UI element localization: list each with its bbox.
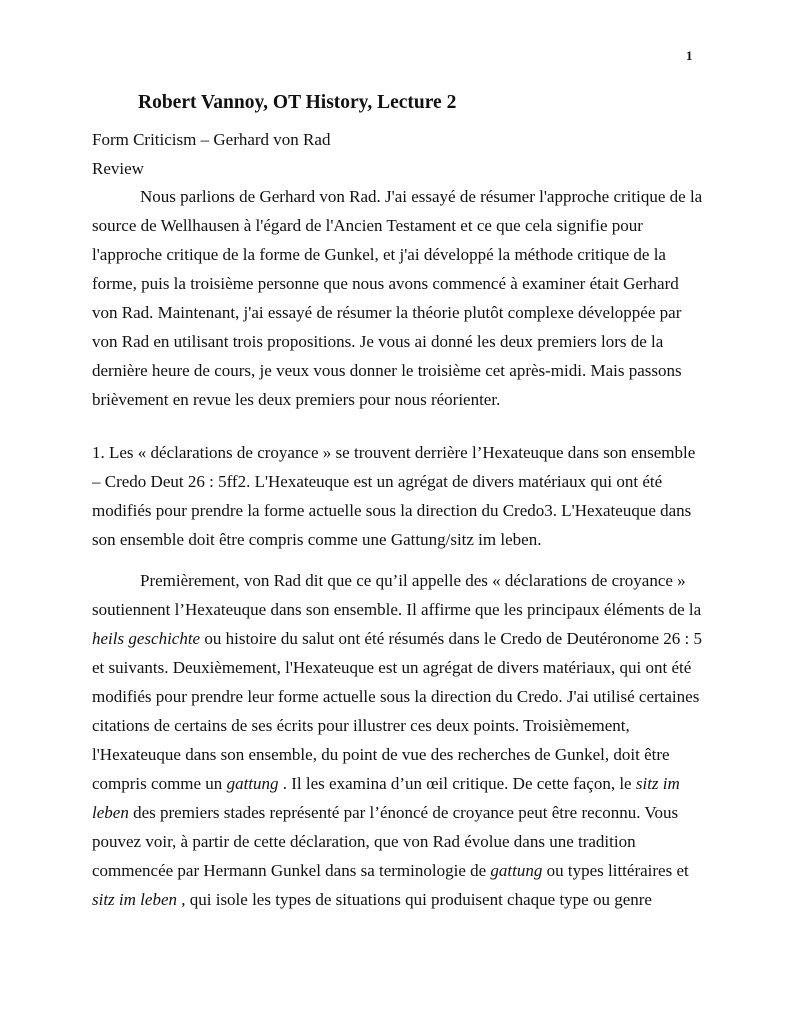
text-line: pouvez voir, à partir de cette déclaration, que von Rad évolue dans une tradition xyxy=(92,832,636,851)
text-line: 1. Les « déclarations de croyance » se trouvent derrière l’Hexateuque dans son ensemble xyxy=(92,443,696,462)
italic-term: gattung xyxy=(490,861,543,880)
text-line: source de Wellhausen à l'égard de l'Ancien Testament et ce que cela signifie pour xyxy=(92,216,643,235)
text-line xyxy=(92,775,680,792)
text-line: dernière heure de cours, je veux vous donner le troisième cet après-midi. Mais passons xyxy=(92,361,682,380)
section-heading: Review xyxy=(92,159,144,178)
italic-term: heils geschichte xyxy=(92,629,201,648)
text-line xyxy=(92,891,652,908)
text-line: Nous parlions de Gerhard von Rad. J'ai essayé de résumer l'approche critique de la xyxy=(140,187,703,206)
text-line: – Credo Deut 26 : 5ff2. L'Hexateuque est un agrégat de divers matériaux qui ont été xyxy=(92,472,663,491)
text-line: von Rad en utilisant trois propositions. Je vous ai donné les deux premiers lors de la xyxy=(92,332,664,351)
text-line: modifiés pour prendre leur forme actuelle sous la direction du Credo. J'ai utilisé certaines xyxy=(92,687,700,706)
text-line xyxy=(92,630,702,647)
italic-term: sitz im leben xyxy=(92,890,177,909)
text-line xyxy=(92,804,678,821)
text-span: , qui isole les types de situations qui produisent chaque type ou genre xyxy=(177,890,652,909)
text-line xyxy=(92,862,689,879)
text-line: modifiés pour prendre la forme actuelle sous la direction du Credo3. L'Hexateuque dans xyxy=(92,501,692,520)
subtitle: Form Criticism – Gerhard von Rad xyxy=(92,130,331,149)
page-number: 1 xyxy=(686,48,693,63)
italic-term: gattung xyxy=(226,774,279,793)
text-span: compris comme un xyxy=(92,774,227,793)
text-line: et suivants. Deuxièmement, l'Hexateuque est un agrégat de divers matériaux, qui ont été xyxy=(92,658,692,677)
italic-term: sitz im xyxy=(635,774,680,793)
text-line: l'Hexateuque dans son ensemble, du point de vue des recherches de Gunkel, doit être xyxy=(92,745,670,764)
text-line: brièvement en revue les deux premiers pour nous réorienter. xyxy=(92,390,501,409)
text-line: forme, puis la troisième personne que nous avons commencé à examiner était Gerhard xyxy=(92,274,679,293)
text-span: commencée par Hermann Gunkel dans sa terminologie de xyxy=(92,861,491,880)
text-span: . Il les examina d’un œil critique. De cette façon, le xyxy=(278,774,636,793)
text-span: ou histoire du salut ont été résumés dans le Credo de Deutéronome 26 : 5 xyxy=(200,629,702,648)
text-line: son ensemble doit être compris comme une Gattung/sitz im leben. xyxy=(92,530,542,549)
text-line: von Rad. Maintenant, j'ai essayé de résumer la théorie plutôt complexe développée par xyxy=(92,303,682,322)
text-line: Premièrement, von Rad dit que ce qu’il appelle des « déclarations de croyance » xyxy=(140,571,686,590)
text-span: des premiers stades représenté par l’énoncé de croyance peut être reconnu. Vous xyxy=(128,803,679,822)
italic-term: leben xyxy=(92,803,129,822)
text-line: soutiennent l’Hexateuque dans son ensemble. Il affirme que les principaux éléments de la xyxy=(92,600,702,619)
text-span: ou types littéraires et xyxy=(542,861,689,880)
text-line: citations de certains de ses écrits pour illustrer ces deux points. Troisièmement, xyxy=(92,716,630,735)
text-line: l'approche critique de la forme de Gunkel, et j'ai développé la méthode critique de la xyxy=(92,245,666,264)
lecture-title: Robert Vannoy, OT History, Lecture 2 xyxy=(138,92,457,113)
